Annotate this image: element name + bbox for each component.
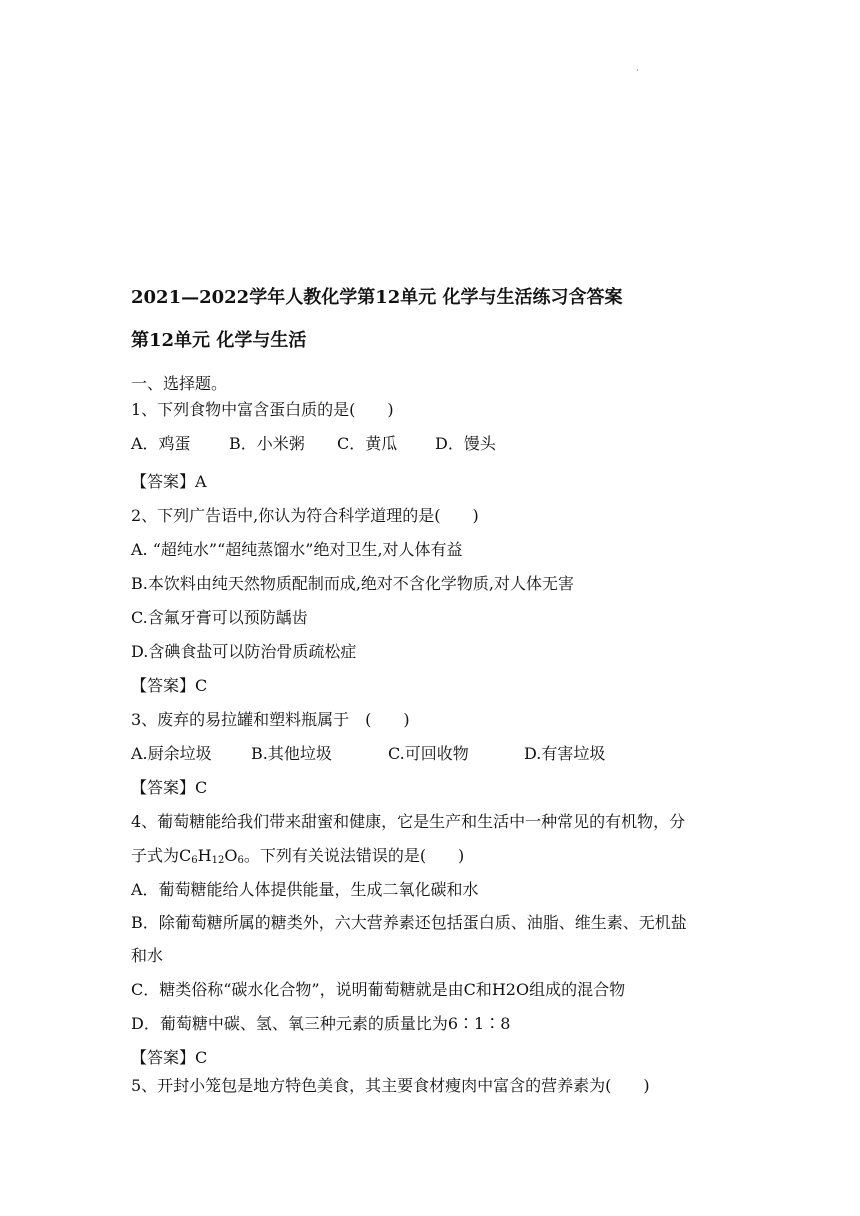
document-title: 2021—2022学年人教化学第12单元 化学与生活练习含答案 <box>131 287 623 308</box>
q3-option-d: D.有害垃圾 <box>524 744 606 763</box>
q4-option-b-line-1: B．除葡萄糖所属的糖类外，六大营养素还包括蛋白质、油脂、维生素、无机盐 <box>131 913 687 932</box>
question-1-answer: 【答案】A <box>131 472 207 491</box>
q3-option-c: C.可回收物 <box>388 744 469 763</box>
q4-option-a: A．葡萄糖能给人体提供能量，生成二氧化碳和水 <box>131 880 479 899</box>
section-heading: 一、选择题。 <box>131 374 228 393</box>
q4-formula-o: O <box>224 846 238 865</box>
unit-heading: 第12单元 化学与生活 <box>131 330 307 351</box>
question-1-stem: 1、下列食物中富含蛋白质的是( ) <box>131 400 394 419</box>
q4-formula-sub-c: 6 <box>191 855 198 866</box>
question-2-answer: 【答案】C <box>131 676 208 695</box>
question-4-answer: 【答案】C <box>131 1048 208 1067</box>
q4-formula-sub-h: 12 <box>211 855 225 866</box>
q2-option-d: D.含碘食盐可以防治骨质疏松症 <box>131 642 357 661</box>
question-3-options <box>131 744 605 764</box>
question-4-stem-line-1: 4、葡萄糖能给我们带来甜蜜和健康，它是生产和生活中一种常见的有机物，分 <box>131 812 686 831</box>
q1-option-d: D．馒头 <box>435 434 496 453</box>
q3-option-a: A.厨余垃圾 <box>131 744 212 763</box>
q4-formula-h: H <box>197 846 212 865</box>
q4-formula-prefix: 子式为C <box>131 846 192 865</box>
q4-option-d: D．葡萄糖中碳、氢、氧三种元素的质量比为6∶1∶8 <box>131 1014 511 1033</box>
question-4-stem-line-2 <box>131 846 464 866</box>
question-2-stem: 2、下列广告语中,你认为符合科学道理的是( ) <box>131 506 479 525</box>
q4-option-b-line-2: 和水 <box>131 946 164 965</box>
q1-option-b: B．小米粥 <box>229 434 305 453</box>
q2-option-a: A. “超纯水”“超纯蒸馏水”绝对卫生,对人体有益 <box>131 540 463 559</box>
q4-stem-suffix: 。下列有关说法错误的是( ) <box>243 846 465 865</box>
question-3-answer: 【答案】C <box>131 778 208 797</box>
q4-option-c: C．糖类俗称“碳水化合物”，说明葡萄糖就是由C和H2O组成的混合物 <box>131 980 626 999</box>
header-dot: · <box>636 66 639 75</box>
question-3-stem: 3、废弃的易拉罐和塑料瓶属于 ( ) <box>131 710 410 729</box>
q3-option-b: B.其他垃圾 <box>251 744 332 763</box>
q2-option-b: B.本饮料由纯天然物质配制而成,绝对不含化学物质,对人体无害 <box>131 574 575 593</box>
q4-formula-sub-o: 6 <box>237 855 244 866</box>
q1-option-c: C．黄瓜 <box>337 434 398 453</box>
q2-option-c: C.含氟牙膏可以预防龋齿 <box>131 608 308 627</box>
q1-option-a: A．鸡蛋 <box>131 434 191 453</box>
question-5-stem: 5、开封小笼包是地方特色美食，其主要食材瘦肉中富含的营养素为( ) <box>131 1076 650 1095</box>
question-1-options <box>131 434 496 454</box>
